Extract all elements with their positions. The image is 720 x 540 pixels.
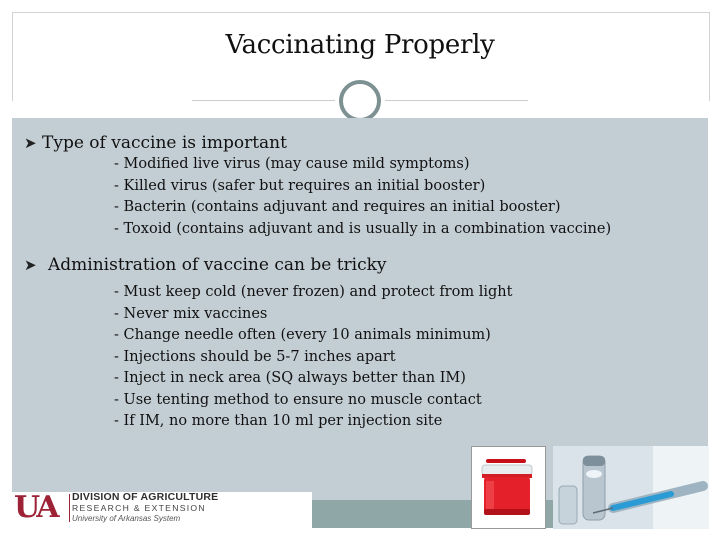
list-item: - Change needle often (every 10 animals minimum) bbox=[114, 327, 491, 343]
section-2-heading-row bbox=[24, 255, 387, 275]
logo-divider bbox=[69, 494, 70, 522]
university-logo bbox=[14, 491, 70, 525]
divider-line-left bbox=[192, 100, 335, 101]
list-item: - Must keep cold (never frozen) and protect from light bbox=[114, 284, 513, 300]
list-item: - Toxoid (contains adjuvant and is usually in a combination vaccine) bbox=[114, 220, 612, 237]
org-name-line3: University of Arkansas System bbox=[72, 514, 181, 523]
org-name-line2: RESEARCH & EXTENSION bbox=[72, 503, 206, 513]
divider-line-right bbox=[385, 100, 528, 101]
org-name-line1: DIVISION OF AGRICULTURE bbox=[72, 491, 219, 503]
list-item: - Bacterin (contains adjuvant and requires an initial booster) bbox=[114, 199, 561, 215]
list-item: - Injections should be 5-7 inches apart bbox=[114, 348, 396, 365]
divider-circle-icon bbox=[339, 80, 381, 122]
red-cooler-icon bbox=[471, 446, 546, 529]
section-1-list bbox=[114, 154, 611, 240]
arrow-bullet-icon: ➤ bbox=[24, 256, 37, 274]
list-item: - Use tenting method to ensure no muscle contact bbox=[114, 391, 482, 408]
section-2-list bbox=[114, 282, 512, 433]
list-item: - Never mix vaccines bbox=[114, 305, 268, 322]
slide-title: Vaccinating Properly bbox=[225, 30, 495, 60]
section-2-heading: Administration of vaccine can be tricky bbox=[48, 255, 387, 275]
list-item: - Modified live virus (may cause mild symptoms) bbox=[114, 156, 470, 172]
arrow-bullet-icon: ➤ bbox=[24, 134, 37, 152]
logo-mark: UA bbox=[14, 490, 57, 525]
list-item: - Killed virus (safer but requires an initial booster) bbox=[114, 177, 486, 194]
section-1-heading-row bbox=[24, 133, 287, 153]
vaccine-syringe-icon bbox=[553, 446, 709, 529]
list-item: - If IM, no more than 10 ml per injection site bbox=[114, 413, 443, 429]
section-1-heading: Type of vaccine is important bbox=[42, 133, 287, 153]
list-item: - Inject in neck area (SQ always better than IM) bbox=[114, 370, 466, 386]
